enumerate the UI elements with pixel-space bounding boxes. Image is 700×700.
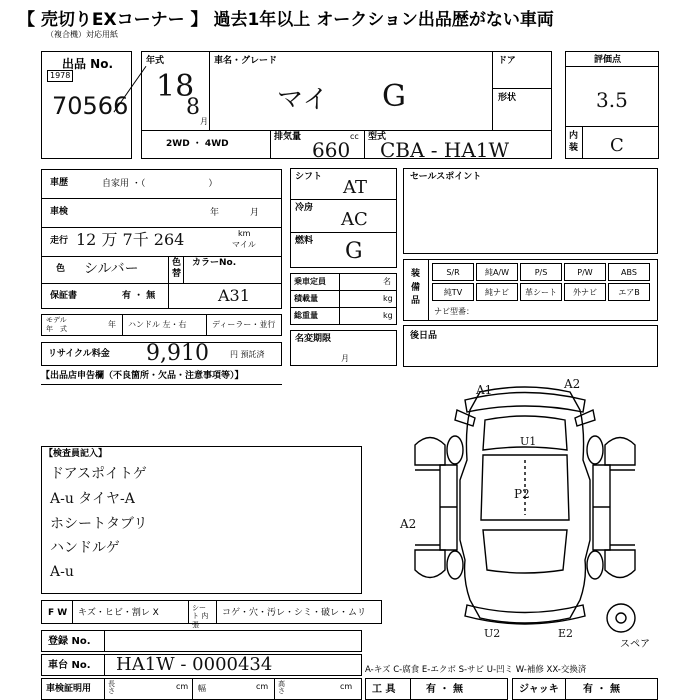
color-label: 色 bbox=[56, 264, 66, 274]
inspector-note-2: ホシートタブリ bbox=[50, 516, 148, 532]
ac-value: AC bbox=[341, 209, 368, 230]
shape-label: 形状 bbox=[498, 93, 517, 103]
inspector-notes-box bbox=[41, 446, 362, 594]
cert-dimensions-row bbox=[41, 678, 362, 700]
warranty-value: 有 ・ 無 bbox=[122, 291, 156, 301]
month-value: 8 bbox=[186, 95, 200, 120]
displacement-label: 排気量 bbox=[274, 132, 302, 142]
registration-change-box bbox=[290, 330, 397, 366]
model-year-unit: 年 bbox=[108, 320, 116, 329]
chassis-number-value: HA1W - 0000434 bbox=[116, 654, 273, 675]
tools-label: 工 具 bbox=[372, 684, 396, 695]
capacity-unit-2: kg bbox=[383, 311, 393, 320]
recycle-unit: 円 預託済 bbox=[230, 350, 265, 359]
chassis-number-row bbox=[41, 654, 362, 676]
cert-length-unit: cm bbox=[176, 682, 189, 691]
equipment-item-1-2: 革シート bbox=[520, 283, 562, 301]
repaint-label: 色替 bbox=[172, 258, 182, 279]
equipment-item-0-3: P/W bbox=[564, 263, 606, 281]
model-year-row bbox=[41, 314, 282, 336]
ac-label: 冷房 bbox=[295, 203, 314, 213]
chassis-number-label: 車台 No. bbox=[48, 660, 91, 671]
cert-height-label: 高さ bbox=[278, 680, 285, 695]
equipment-item-0-0: S/R bbox=[432, 263, 474, 281]
mileage-label: 走行 bbox=[50, 236, 69, 246]
cert-length-label: 長さ bbox=[108, 680, 115, 695]
mileage-value: 12 万 7千 264 bbox=[76, 230, 185, 249]
inspector-label: 【検査員記入】 bbox=[44, 449, 108, 459]
jack-value: 有 ・ 無 bbox=[583, 684, 620, 695]
shift-label: シフト bbox=[295, 172, 323, 182]
score-box bbox=[565, 51, 659, 159]
fuel-value: G bbox=[345, 239, 363, 264]
cert-width-label: 幅 bbox=[198, 684, 206, 693]
lot-code: 1978 bbox=[47, 70, 73, 82]
equipment-item-0-4: ABS bbox=[608, 263, 650, 281]
cert-label: 車検証明用 bbox=[46, 684, 92, 694]
capacity-unit-0: 名 bbox=[383, 277, 391, 286]
later-day-box bbox=[403, 325, 658, 367]
nav-model-label: ナビ型番： bbox=[434, 307, 474, 316]
fw-row bbox=[41, 600, 382, 629]
equipment-item-1-4: エアB bbox=[608, 283, 650, 301]
diagram-mark-e2: E2 bbox=[558, 627, 574, 640]
inspection-month-unit: 月 bbox=[250, 208, 260, 218]
diagram-mark-u2: U2 bbox=[484, 627, 501, 640]
seat-label: シート 内張 bbox=[192, 604, 209, 629]
equipment-item-0-2: P/S bbox=[520, 263, 562, 281]
mileage-unit-mile: マイル bbox=[232, 240, 256, 249]
displacement-value: 660 bbox=[312, 138, 351, 162]
type-label: 型式 bbox=[368, 132, 387, 142]
score-value: 3.5 bbox=[596, 88, 628, 112]
recycle-row bbox=[41, 342, 282, 366]
inspector-note-1: A-u タイヤ-A bbox=[50, 491, 135, 507]
dealer-option: ディーラー・並行 bbox=[212, 320, 276, 329]
capacity-label-2: 総重量 bbox=[294, 311, 318, 320]
month-unit: 月 bbox=[200, 117, 208, 126]
equipment-item-1-1: 純ナビ bbox=[476, 283, 518, 301]
model-year-label-top: モデル bbox=[46, 316, 67, 324]
diagram-mark-a2-top: A2 bbox=[564, 377, 581, 391]
lot-number: 70566 bbox=[52, 92, 129, 120]
mileage-unit-km: km bbox=[238, 229, 251, 238]
handle-option: ハンドル 左・右 bbox=[128, 320, 187, 329]
equipment-label: 装備品 bbox=[411, 269, 421, 306]
capacity-label-1: 積載量 bbox=[294, 294, 318, 303]
cert-width-unit: cm bbox=[256, 682, 269, 691]
spare-label: スペア bbox=[620, 639, 650, 650]
sales-point-box bbox=[403, 168, 658, 254]
tools-box bbox=[365, 678, 508, 700]
capacity-unit-1: kg bbox=[383, 294, 393, 303]
equipment-item-0-1: 純A/W bbox=[476, 263, 518, 281]
jack-label: ジャッキ bbox=[519, 684, 559, 695]
fw-text: キズ・ヒビ・割レ X bbox=[78, 608, 159, 618]
capacity-box bbox=[290, 273, 397, 325]
drive-label: 2WD ・ 4WD bbox=[166, 139, 229, 149]
diagram-mark-a2-left: A2 bbox=[400, 517, 417, 531]
model-label: 車名・グレード bbox=[214, 56, 278, 66]
vehicle-damage-diagram bbox=[395, 370, 655, 650]
vehicle-details-form bbox=[41, 169, 282, 309]
dealer-notes-label: 【出品店申告欄（不良箇所・欠品・注意事項等）】 bbox=[41, 371, 244, 381]
registration-number-row bbox=[41, 630, 362, 652]
warranty-label: 保証書 bbox=[50, 291, 78, 301]
year-label: 年式 bbox=[146, 56, 165, 66]
form-note: （複合機）対応用紙 bbox=[46, 30, 118, 39]
shift-value: AT bbox=[343, 177, 368, 198]
displacement-unit: cc bbox=[350, 132, 359, 141]
recycle-value: 9,910 bbox=[146, 341, 209, 366]
registration-change-month-unit: 月 bbox=[341, 354, 349, 363]
inspector-note-4: A-u bbox=[50, 564, 74, 580]
jack-box bbox=[512, 678, 658, 700]
history-value: 自家用 ・（ ） bbox=[102, 179, 218, 189]
tools-value: 有 ・ 無 bbox=[426, 684, 463, 695]
interior-label: 内装 bbox=[569, 131, 579, 153]
inspector-note-0: ドアスポイトゲ bbox=[50, 466, 147, 482]
year-value: 18 bbox=[156, 69, 195, 104]
top-info-block bbox=[141, 51, 552, 162]
interior-value: C bbox=[610, 135, 624, 156]
sales-point-label: セールスポイント bbox=[410, 172, 482, 182]
inspection-year-unit: 年 bbox=[210, 208, 220, 218]
door-label: ドア bbox=[498, 56, 516, 66]
equipment-item-1-3: 外ナビ bbox=[564, 283, 606, 301]
inspection-label: 車検 bbox=[50, 207, 69, 217]
history-label: 車歴 bbox=[50, 178, 69, 188]
registration-number-label: 登録 No. bbox=[48, 636, 91, 647]
model-name: マイ bbox=[277, 85, 329, 115]
fw-label: F W bbox=[48, 608, 68, 618]
banner-title: 【 売切りEXコーナー 】 過去1年以上 オークション出品歴がない車両 bbox=[18, 9, 554, 30]
color-value: シルバー bbox=[84, 261, 139, 277]
equipment-box bbox=[403, 259, 658, 321]
capacity-label-0: 乗車定員 bbox=[294, 277, 326, 286]
lot-label: 出品 No. bbox=[62, 57, 114, 71]
model-year-label-bottom: 年 式 bbox=[46, 325, 67, 333]
score-label: 評価点 bbox=[594, 55, 622, 65]
seat-text: コゲ・穴・汚レ・シミ・破レ・ムリ bbox=[222, 608, 367, 618]
color-no-value: A31 bbox=[218, 286, 250, 305]
model-grade: G bbox=[382, 79, 406, 114]
damage-legend: A-キズ C-腐食 E-エクボ S-サビ U-凹ミ W-補修 XX-交換済 bbox=[365, 665, 587, 675]
diagram-mark-p2: P2 bbox=[514, 487, 530, 501]
cert-height-unit: cm bbox=[340, 682, 353, 691]
later-day-label: 後日品 bbox=[410, 331, 438, 341]
inspector-note-3: ハンドルゲ bbox=[50, 540, 120, 556]
diagram-mark-a1: A1 bbox=[476, 383, 493, 397]
registration-change-label: 名変期限 bbox=[295, 334, 332, 344]
color-no-label: カラーNo. bbox=[192, 258, 237, 268]
type-value: CBA - HA1W bbox=[380, 138, 510, 162]
shift-ac-fuel-box bbox=[290, 168, 397, 268]
equipment-item-1-0: 純TV bbox=[432, 283, 474, 301]
fuel-label: 燃料 bbox=[295, 236, 314, 246]
recycle-label: リサイクル料金 bbox=[48, 349, 110, 359]
diagram-mark-u1: U1 bbox=[520, 435, 537, 448]
